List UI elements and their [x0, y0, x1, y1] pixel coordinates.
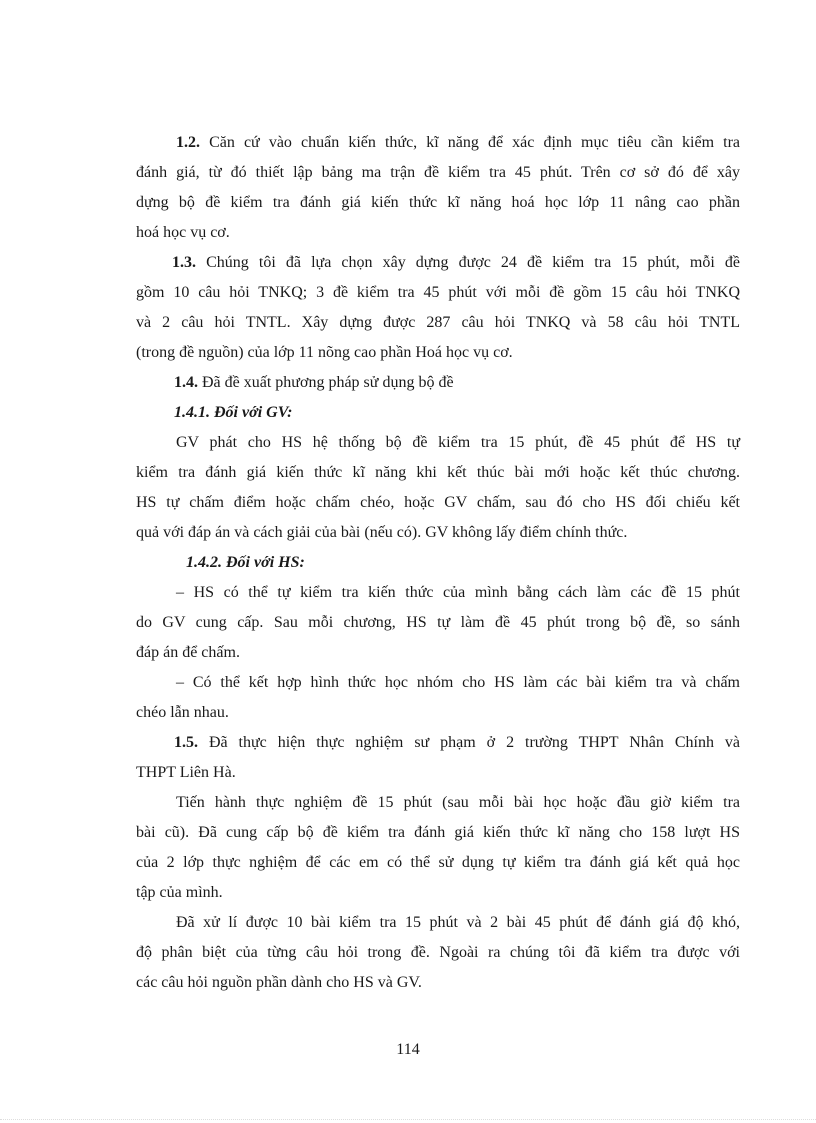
- paragraph-1-4-1-line: quả với đáp án và cách giải của bài (nếu có). GV không lấy điểm chính thức.: [136, 524, 628, 541]
- paragraph-1-4-2-line: chéo lẫn nhau.: [136, 704, 229, 721]
- paragraph-1-5-line: Tiến hành thực nghiệm đề 15 phút (sau mỗi bài học hoặc đầu giờ kiểm tra: [176, 794, 740, 811]
- paragraph-1-4-2-line: – HS có thể tự kiểm tra kiến thức của mình bằng cách làm các đề 15 phút: [176, 584, 740, 601]
- text: Đã thực hiện thực nghiệm sư phạm ở 2 trường THPT Nhân Chính và: [208, 734, 740, 751]
- paragraph-1-2-line: đánh giá, từ đó thiết lập bảng ma trận đề kiểm tra 45 phút. Trên cơ sở đó để xây: [136, 164, 740, 181]
- paragraph-1-4-1-line: HS tự chấm điểm hoặc chấm chéo, hoặc GV chấm, sau đó cho HS đối chiếu kết: [136, 494, 740, 511]
- paragraph-1-5-line: các câu hỏi nguồn phần dành cho HS và GV.: [136, 974, 422, 991]
- paragraph-1-5-line: của 2 lớp thực nghiệm để các em có thể sử dụng tự kiểm tra đánh giá kết quả học: [136, 854, 740, 871]
- section-number: 1.4.: [174, 374, 198, 391]
- paragraph-1-4-2-line: do GV cung cấp. Sau mỗi chương, HS tự làm đề 45 phút trong bộ đề, so sánh: [136, 614, 740, 631]
- paragraph-1-2-line: [136, 128, 740, 158]
- paragraph-1-3-line: (trong đề nguồn) của lớp 11 nõng cao phần Hoá học vụ cơ.: [136, 344, 513, 361]
- section-number: 1.2.: [176, 134, 200, 151]
- paragraph-1-5-line: [136, 728, 740, 758]
- paragraph-1-5-line: bài cũ). Đã cung cấp bộ đề kiểm tra đánh giá kiến thức kĩ năng cho 158 lượt HS: [136, 824, 740, 841]
- page-number: 114: [396, 1041, 420, 1058]
- text: Đã đề xuất phương pháp sử dụng bộ đề: [202, 374, 454, 391]
- paragraph-1-4-2-line: đáp án để chấm.: [136, 644, 240, 661]
- paragraph-1-2-line: dựng bộ đề kiểm tra đánh giá kiến thức kĩ năng hoá học lớp 11 nâng cao phần: [136, 194, 740, 211]
- paragraph-1-3-line: và 2 câu hỏi TNTL. Xây dựng được 287 câu hỏi TNKQ và 58 câu hỏi TNTL: [136, 314, 740, 331]
- paragraph-1-5-line: THPT Liên Hà.: [136, 764, 236, 781]
- paragraph-1-5-line: Đã xử lí được 10 bài kiểm tra 15 phút và 2 bài 45 phút để đánh giá độ khó,: [176, 914, 740, 931]
- document-page: [136, 128, 740, 998]
- text: Căn cứ vào chuẩn kiến thức, kĩ năng để xác định mục tiêu cần kiểm tra: [209, 134, 740, 151]
- paragraph-1-3-line: [136, 248, 740, 278]
- paragraph-1-5-line: tập của mình.: [136, 884, 223, 901]
- footer-divider: [0, 1119, 816, 1120]
- paragraph-1-3-line: gồm 10 câu hỏi TNKQ; 3 đề kiểm tra 45 phút với mỗi đề gồm 15 câu hỏi TNKQ: [136, 284, 740, 301]
- section-number: 1.3.: [172, 254, 196, 271]
- paragraph-1-5-line: độ phân biệt của từng câu hỏi trong đề. Ngoài ra chúng tôi đã kiểm tra được với: [136, 944, 740, 961]
- subheading-1-4-1: 1.4.1. Đối với GV:: [174, 404, 293, 421]
- section-number: 1.5.: [174, 734, 198, 751]
- paragraph-1-4-1-line: kiểm tra đánh giá kiến thức kĩ năng khi kết thúc bài mới hoặc kết thúc chương.: [136, 464, 740, 481]
- subheading-1-4-2: 1.4.2. Đối với HS:: [186, 554, 305, 571]
- paragraph-1-4-line: [136, 368, 740, 398]
- paragraph-1-2-line: hoá học vụ cơ.: [136, 224, 230, 241]
- paragraph-1-4-1-line: GV phát cho HS hệ thống bộ đề kiểm tra 15 phút, đề 45 phút để HS tự: [176, 434, 740, 451]
- text: Chúng tôi đã lựa chọn xây dựng được 24 đề kiểm tra 15 phút, mỗi đề: [206, 254, 741, 271]
- paragraph-1-4-2-line: – Có thể kết hợp hình thức học nhóm cho HS làm các bài kiểm tra và chấm: [176, 674, 740, 691]
